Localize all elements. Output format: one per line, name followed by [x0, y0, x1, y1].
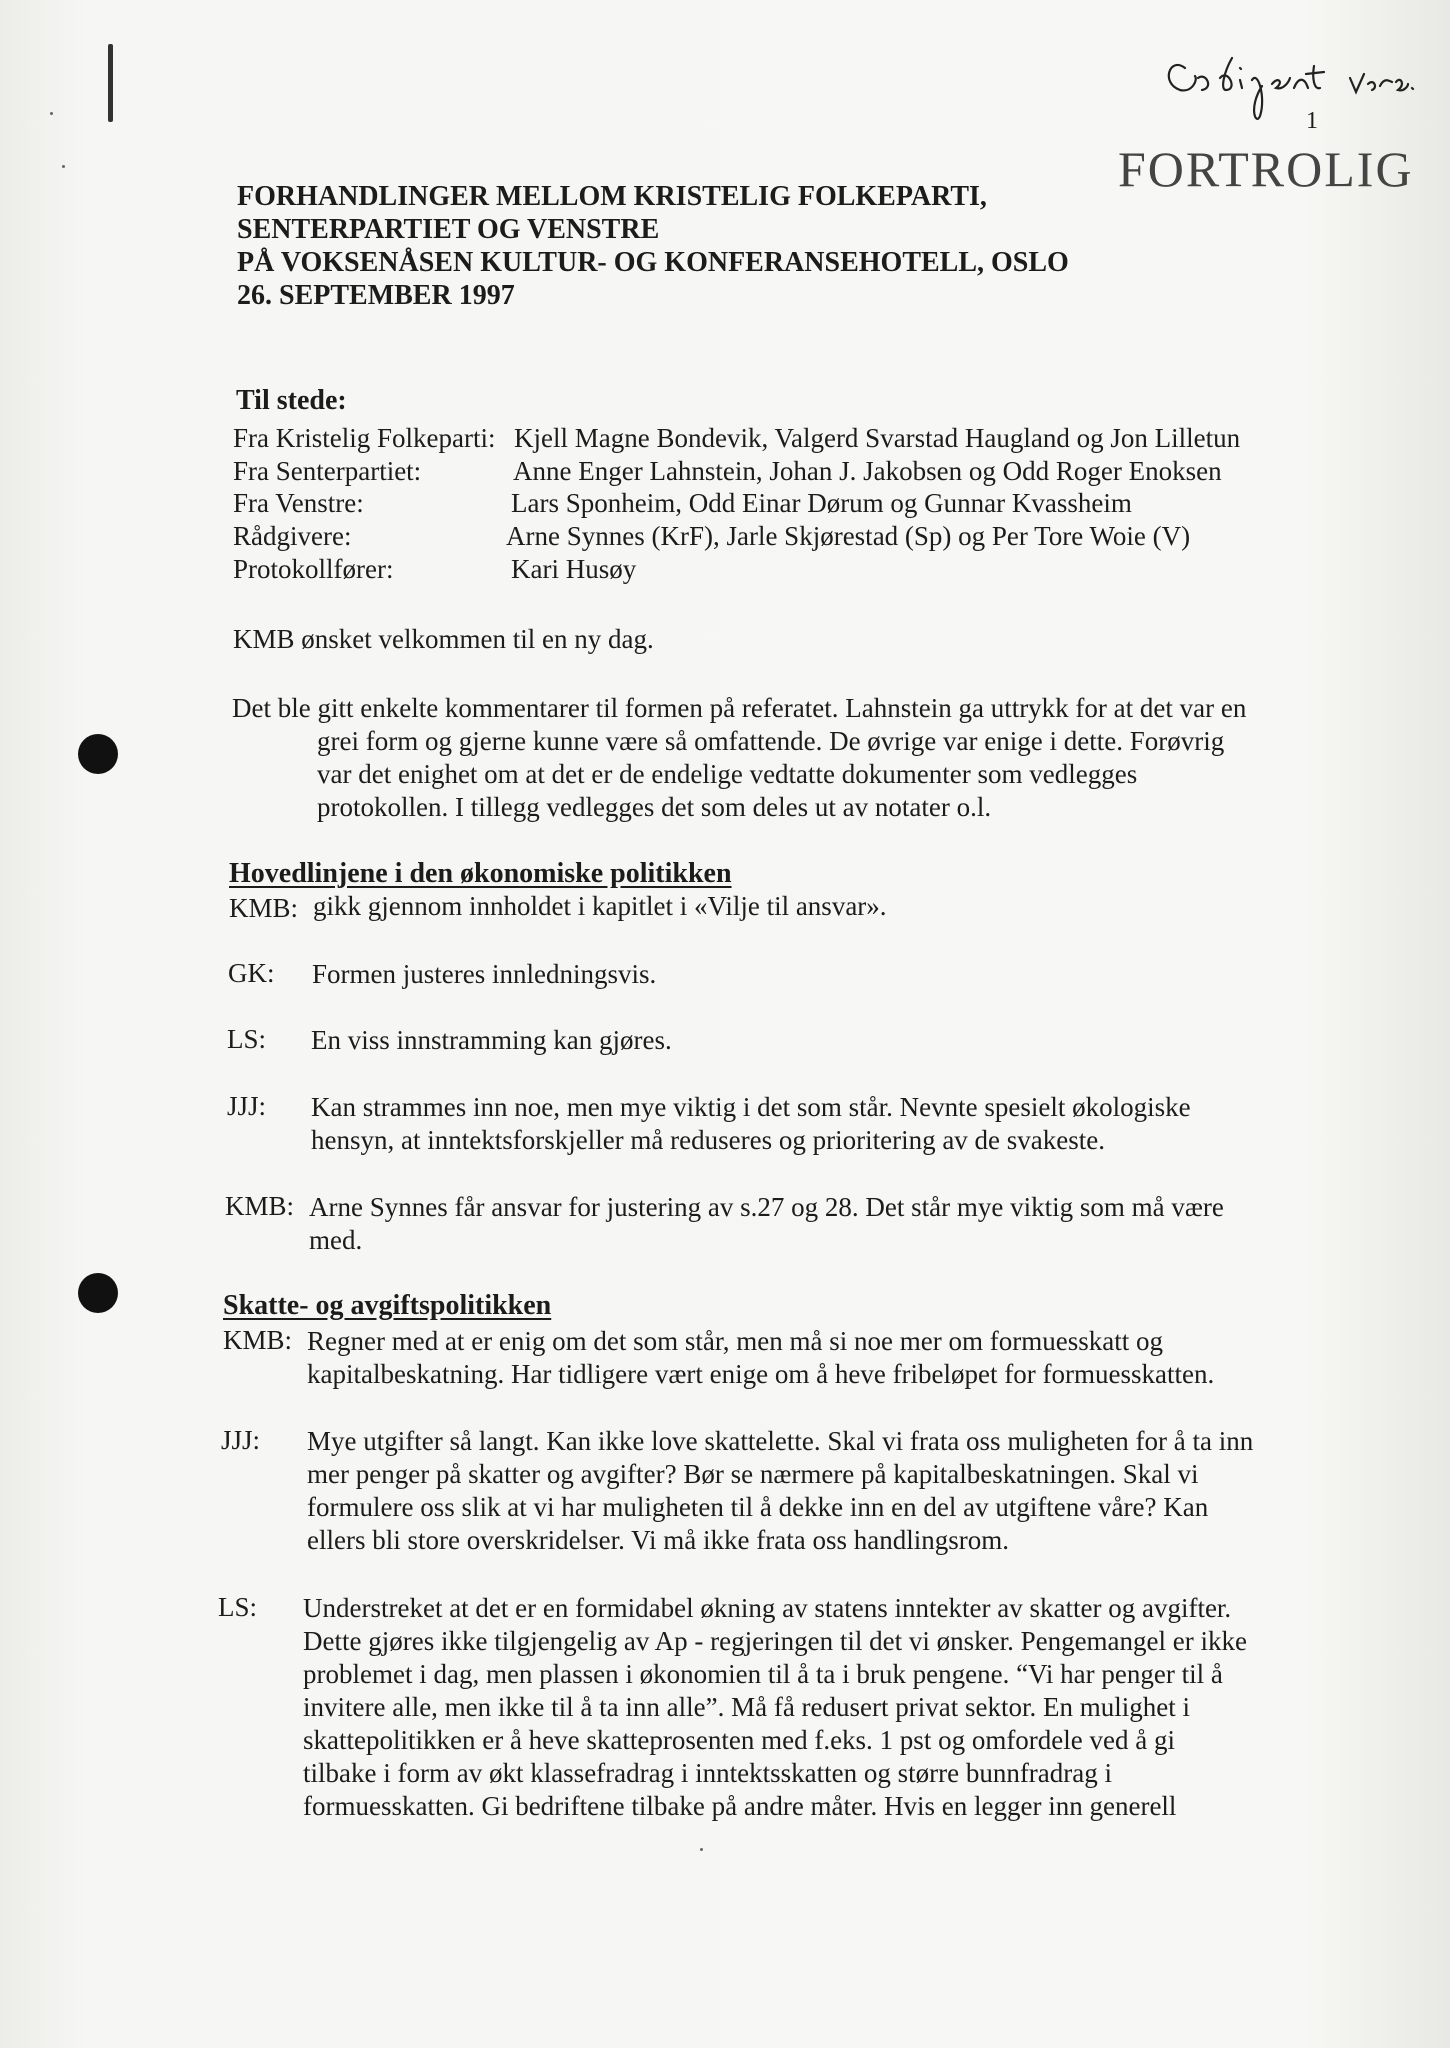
- speaker-label: GK:: [228, 958, 275, 988]
- paragraph-line: var det enighet om at det er de endelige vedtatte dokumenter som vedlegges: [317, 759, 1138, 789]
- entry-line: hensyn, at inntektsforskjeller må reduseres og prioritering av de svakeste.: [311, 1125, 1106, 1155]
- speaker-label: LS:: [218, 1592, 258, 1622]
- scan-speck: [700, 1848, 703, 1851]
- scan-speck: [50, 112, 53, 115]
- entry-text: [307, 1325, 1214, 1391]
- present-value: Kjell Magne Bondevik, Valgerd Svarstad Haugland og Jon Lilletun: [514, 423, 1241, 453]
- present-label: Fra Senterpartiet:: [233, 456, 422, 486]
- entry-line: Regner med at er enig om det som står, men må si noe mer om formuesskatt og: [307, 1326, 1163, 1356]
- page-number: 1: [1306, 108, 1318, 134]
- section-heading: Hovedlinjene i den økonomiske politikken: [229, 858, 732, 889]
- entry-text: [307, 1425, 1253, 1557]
- speaker-label: KMB:: [229, 893, 299, 923]
- present-value: Kari Husøy: [511, 554, 637, 584]
- entry-text: [311, 1024, 672, 1057]
- entry-text: [312, 958, 656, 991]
- present-label: Fra Venstre:: [233, 488, 364, 518]
- punch-hole: [78, 1273, 118, 1313]
- title-line: PÅ VOKSENÅSEN KULTUR- OG KONFERANSEHOTELL, OSLO: [237, 247, 1069, 278]
- present-label: Protokollfører:: [233, 554, 394, 584]
- entry-line: kapitalbeskatning. Har tidligere vært enige om å heve fribeløpet for formuesskatten.: [307, 1359, 1215, 1389]
- entry-line: tilbake i form av økt klassefradrag i inntektsskatten og større bunnfradrag i: [303, 1758, 1113, 1788]
- entry-text: [311, 1091, 1191, 1157]
- title-line: 26. SEPTEMBER 1997: [237, 280, 515, 311]
- entry-line: invitere alle, men ikke til å ta inn alle”. Må få redusert privat sektor. En mulighet i: [303, 1692, 1190, 1722]
- present-label: Fra Kristelig Folkeparti:: [233, 423, 496, 453]
- entry-line: Dette gjøres ikke tilgjengelig av Ap - regjeringen til det vi ønsker. Pengemangel er ikke: [303, 1626, 1247, 1656]
- scan-edge-mark: [108, 44, 113, 122]
- welcome-text: KMB ønsket velkommen til en ny dag.: [233, 624, 654, 654]
- entry-line: skattepolitikken er å heve skatteprosenten med f.eks. 1 pst og omfordele ved å gi: [303, 1725, 1175, 1755]
- present-value: Arne Synnes (KrF), Jarle Skjørestad (Sp) og Per Tore Woie (V): [506, 521, 1191, 551]
- entry-line: med.: [309, 1225, 363, 1255]
- comments-paragraph: [232, 692, 1246, 824]
- present-value: Lars Sponheim, Odd Einar Dørum og Gunnar Kvassheim: [511, 488, 1132, 518]
- entry-line: En viss innstramming kan gjøres.: [311, 1025, 672, 1055]
- title-line: FORHANDLINGER MELLOM KRISTELIG FOLKEPARTI,: [237, 181, 987, 212]
- entry-line: Mye utgifter så langt. Kan ikke love skattelette. Skal vi frata oss muligheten for å ta inn: [307, 1426, 1254, 1456]
- speaker-label: JJJ:: [227, 1091, 267, 1121]
- title-line: SENTERPARTIET OG VENSTRE: [237, 214, 660, 245]
- entry-line: gikk gjennom innholdet i kapitlet i «Vilje til ansvar».: [313, 891, 887, 921]
- paragraph-line: Det ble gitt enkelte kommentarer til formen på referatet. Lahnstein ga uttrykk for at det var en: [232, 693, 1247, 723]
- entry-text: [303, 1592, 1247, 1823]
- present-heading: Til stede:: [236, 385, 347, 416]
- scan-speck: [62, 165, 65, 168]
- entry-line: formulere oss slik at vi har muligheten til å dekke inn en del av utgiftene våre? Kan: [307, 1492, 1209, 1522]
- present-value: Anne Enger Lahnstein, Johan J. Jakobsen og Odd Roger Enoksen: [513, 456, 1222, 486]
- entry-line: mer penger på skatter og avgifter? Bør se nærmere på kapitalbeskatningen. Skal vi: [307, 1459, 1199, 1489]
- speaker-label: KMB:: [225, 1191, 295, 1221]
- entry-line: problemet i dag, men plassen i økonomien til å ta i bruk pengene. “Vi har penger til å: [303, 1659, 1223, 1689]
- confidential-stamp: FORTROLIG: [1118, 141, 1414, 197]
- speaker-label: JJJ:: [221, 1425, 261, 1455]
- paragraph-line: protokollen. I tillegg vedlegges det som deles ut av notater o.l.: [317, 792, 992, 822]
- punch-hole: [78, 734, 118, 774]
- entry-line: Kan strammes inn noe, men mye viktig i det som står. Nevnte spesielt økologiske: [311, 1092, 1191, 1122]
- entry-line: formuesskatten. Gi bedriftene tilbake på andre måter. Hvis en legger inn generell: [303, 1791, 1177, 1821]
- document-title: [237, 180, 1069, 312]
- section-heading: Skatte- og avgiftspolitikken: [223, 1290, 552, 1321]
- handwritten-approval-note: [880, 28, 1420, 128]
- entry-text: [309, 1191, 1224, 1257]
- paragraph-line: grei form og gjerne kunne være så omfattende. De øvrige var enige i dette. Forøvrig: [317, 726, 1225, 756]
- entry-line: Formen justeres innledningsvis.: [312, 959, 657, 989]
- entry-text: [313, 890, 887, 923]
- speaker-label: KMB:: [223, 1325, 293, 1355]
- entry-line: Understreket at det er en formidabel økning av statens inntekter av skatter og avgifter.: [303, 1593, 1232, 1623]
- entry-line: ellers bli store overskridelser. Vi må ikke frata oss handlingsrom.: [307, 1525, 1009, 1555]
- entry-line: Arne Synnes får ansvar for justering av s.27 og 28. Det står mye viktig som må være: [309, 1192, 1224, 1222]
- speaker-label: LS:: [227, 1024, 267, 1054]
- present-label: Rådgivere:: [233, 521, 352, 551]
